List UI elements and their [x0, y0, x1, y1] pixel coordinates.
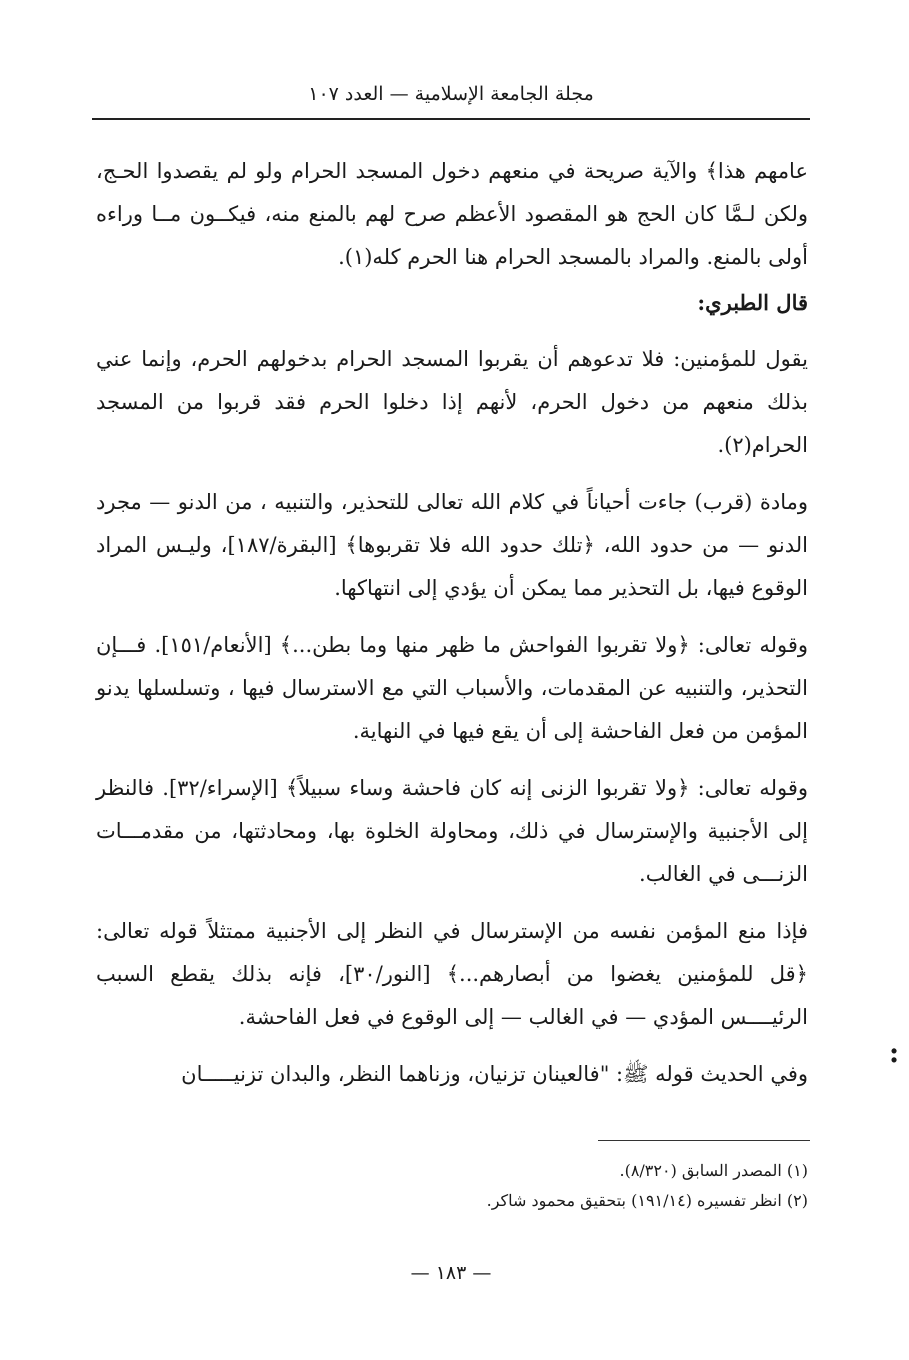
footnote-2: (٢) انظر تفسيره (١٩١/١٤) بتحقيق محمود شاكر. — [486, 1191, 808, 1210]
page-number: — ١٨٣ — — [410, 1262, 492, 1284]
paragraph-tabari-heading: قال الطبري: — [697, 290, 808, 315]
paragraph-continuation: عامهم هذا﴾ والآية صريحة في منعهم دخول المسجد الحرام ولو لم يقصدوا الحـج، ولكن لـمَّا كان الحج هو المقصود الأعظم صرح لهم بالمنع منه، فيكــون مــا وراءه أولى بالمنع. والمراد بالمسجد الحرام هنا الحرم كله(١). — [96, 159, 808, 269]
main-text — [96, 150, 808, 1110]
margin-mark: : — [888, 1036, 900, 1069]
paragraph-hadith: وفي الحديث قوله ﷺ: "فالعينان تزنيان، وزناهما النظر، والبدان تزنيـــــان — [181, 1062, 808, 1086]
paragraph-qarab-meaning: ومادة (قرب) جاءت أحياناً في كلام الله تعالى للتحذير، والتنبيه ، من الدنو — مجرد الدنو — من حدود الله، ﴿تلك حدود الله فلا تقربوها﴾ [البقرة/١٨٧]، وليـس المراد الوقوع فيها، بل التحذير مما يمكن أن يؤدي إلى انتهاكها. — [96, 490, 808, 600]
paragraph-fawahish-verse: وقوله تعالى: ﴿ولا تقربوا الفواحش ما ظهر منها وما بطن...﴾ [الأنعام/١٥١]. فـــإن التحذير، والتنبيه عن المقدمات، والأسباب التي مع الاسترسال فيها ، وتسلسلها يدنو المؤمن من فعل الفاحشة إلى أن يقع فيها في النهاية. — [96, 633, 808, 743]
footnote-divider — [598, 1140, 810, 1141]
paragraph-tabari-quote: يقول للمؤمنين: فلا تدعوهم أن يقربوا المسجد الحرام بدخولهم الحرم، وإنما عني بذلك منعهم من دخول الحرم، لأنهم إذا دخلوا الحرم فقد قربوا من المسجد الحرام(٢). — [96, 347, 808, 457]
footnotes — [96, 1156, 808, 1216]
header-divider — [92, 118, 810, 120]
footnote-1: (١) المصدر السابق (٨/٣٢٠). — [619, 1161, 808, 1180]
paragraph-lowering-gaze: فإذا منع المؤمن نفسه من الإسترسال في النظر إلى الأجنبية ممتثلاً قوله تعالى: ﴿قل للمؤمنين يغضوا من أبصارهم...﴾ [النور/٣٠]، فإنه بذلك يقطع السبب الرئيــــس المؤدي — في الغالب — إلى الوقوع في فعل الفاحشة. — [96, 919, 808, 1029]
paragraph-zina-verse: وقوله تعالى: ﴿ولا تقربوا الزنى إنه كان فاحشة وساء سبيلاً﴾ [الإسراء/٣٢]. فالنظر إلى الأجنبية والإسترسال في ذلك، ومحاولة الخلوة بها، ومحادثتها، من مقدمـــات الزنـــى في الغالب. — [96, 776, 808, 886]
running-header: مجلة الجامعة الإسلامية — العدد ١٠٧ — [308, 83, 594, 105]
